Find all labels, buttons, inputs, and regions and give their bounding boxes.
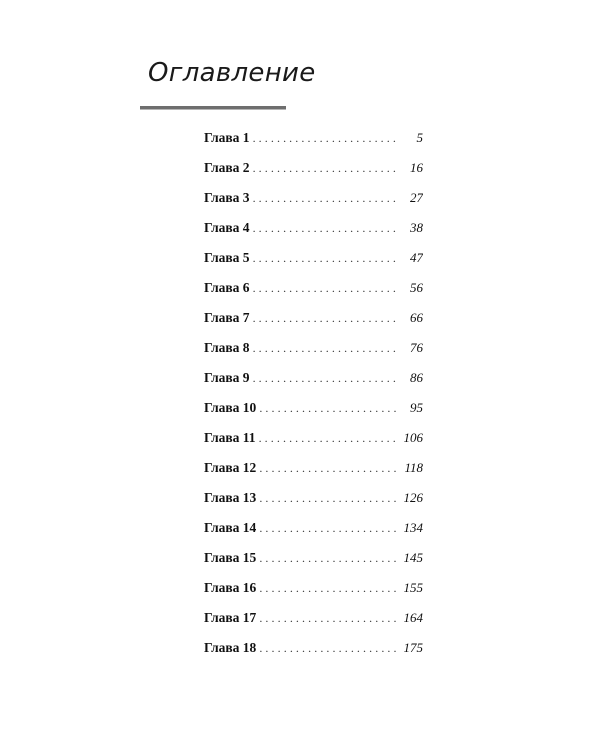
toc-entry[interactable] — [204, 543, 423, 573]
leader-dots — [259, 543, 397, 573]
leader-dots — [253, 363, 397, 393]
leader-dots — [259, 483, 397, 513]
toc-entry[interactable] — [204, 303, 423, 333]
leader-dots — [253, 153, 397, 183]
chapter-label: Глава 7 — [204, 310, 250, 325]
page-number: 95 — [410, 400, 423, 415]
toc-entry[interactable] — [204, 333, 423, 363]
leader-dots — [253, 183, 397, 213]
page-number: 16 — [410, 160, 423, 175]
chapter-label: Глава 16 — [204, 580, 257, 595]
leader-dots — [259, 603, 397, 633]
toc-entry[interactable] — [204, 183, 423, 213]
chapter-label: Глава 17 — [204, 610, 257, 625]
page-number: 5 — [416, 130, 423, 145]
page-number: 118 — [404, 460, 423, 475]
leader-dots — [253, 333, 397, 363]
chapter-label: Глава 1 — [204, 130, 250, 145]
table-of-contents — [204, 123, 423, 663]
chapter-label: Глава 14 — [204, 520, 257, 535]
page-number: 76 — [410, 340, 423, 355]
toc-entry[interactable] — [204, 123, 423, 153]
leader-dots — [253, 273, 397, 303]
leader-dots — [253, 303, 397, 333]
title-underline-rule — [140, 106, 286, 110]
chapter-label: Глава 6 — [204, 280, 250, 295]
leader-dots — [259, 393, 397, 423]
page-number: 175 — [403, 640, 423, 655]
page-number: 56 — [410, 280, 423, 295]
leader-dots — [259, 513, 397, 543]
toc-entry[interactable] — [204, 273, 423, 303]
page-number: 164 — [403, 610, 423, 625]
chapter-label: Глава 8 — [204, 340, 250, 355]
leader-dots — [253, 213, 397, 243]
toc-entry[interactable] — [204, 603, 423, 633]
toc-entry[interactable] — [204, 423, 423, 453]
page-number: 126 — [403, 490, 423, 505]
chapter-label: Глава 10 — [204, 400, 257, 415]
chapter-label: Глава 13 — [204, 490, 257, 505]
page-number: 27 — [410, 190, 423, 205]
toc-entry[interactable] — [204, 243, 423, 273]
toc-entry[interactable] — [204, 363, 423, 393]
page-number: 47 — [410, 250, 423, 265]
toc-entry[interactable] — [204, 213, 423, 243]
chapter-label: Глава 3 — [204, 190, 250, 205]
page-number: 86 — [410, 370, 423, 385]
page-number: 134 — [403, 520, 423, 535]
leader-dots — [253, 243, 397, 273]
toc-entry[interactable] — [204, 483, 423, 513]
leader-dots — [259, 423, 397, 453]
toc-entry[interactable] — [204, 393, 423, 423]
chapter-label: Глава 2 — [204, 160, 250, 175]
leader-dots — [259, 453, 397, 483]
toc-entry[interactable] — [204, 513, 423, 543]
toc-entry[interactable] — [204, 153, 423, 183]
leader-dots — [259, 633, 397, 663]
toc-entry[interactable] — [204, 453, 423, 483]
toc-entry[interactable] — [204, 573, 423, 603]
chapter-label: Глава 9 — [204, 370, 250, 385]
chapter-label: Глава 4 — [204, 220, 250, 235]
page-number: 155 — [403, 580, 423, 595]
page-number: 66 — [410, 310, 423, 325]
chapter-label: Глава 12 — [204, 460, 257, 475]
chapter-label: Глава 5 — [204, 250, 250, 265]
page-number: 145 — [403, 550, 423, 565]
page-number: 106 — [403, 430, 423, 445]
toc-entry[interactable] — [204, 633, 423, 663]
page-title: Оглавление — [148, 58, 316, 88]
leader-dots — [259, 573, 397, 603]
chapter-label: Глава 11 — [204, 430, 256, 445]
chapter-label: Глава 15 — [204, 550, 257, 565]
chapter-label: Глава 18 — [204, 640, 257, 655]
leader-dots — [253, 123, 397, 153]
page-number: 38 — [410, 220, 423, 235]
